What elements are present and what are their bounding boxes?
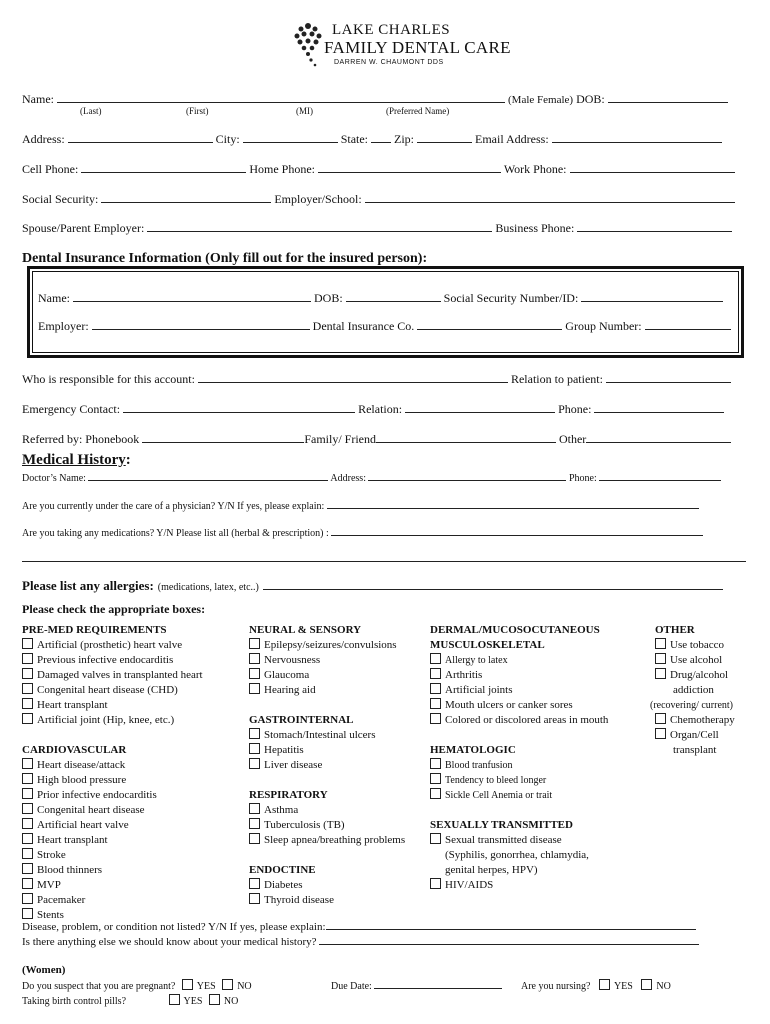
- ssn-row: [22, 191, 735, 207]
- home-label: Home Phone:: [249, 162, 316, 176]
- other-label: Other: [558, 432, 587, 446]
- checkbox[interactable]: [655, 668, 666, 679]
- checkbox-item[interactable]: [430, 698, 608, 713]
- checkbox-item[interactable]: [430, 788, 608, 803]
- checkbox-label: Organ/Cell: [670, 729, 719, 741]
- checkbox-item[interactable]: [22, 818, 203, 833]
- doctor-address-field[interactable]: [368, 471, 566, 481]
- derm-title: DERMAL/MUCOSOCUTANEOUS: [430, 624, 600, 636]
- checkbox-label: High blood pressure: [37, 774, 127, 786]
- checkbox-item[interactable]: [22, 713, 203, 728]
- phone-row: [22, 161, 735, 177]
- insurance-box: [27, 266, 744, 358]
- referred-label: Referred by: Phonebook: [22, 432, 140, 446]
- checkbox-item[interactable]: [249, 638, 405, 653]
- nursing-yes-label: YES: [613, 981, 633, 992]
- name-field[interactable]: [57, 91, 505, 103]
- ins-group-field[interactable]: [645, 318, 731, 330]
- checkbox-label: Colored or discolored areas in mouth: [445, 714, 609, 726]
- checkbox-item[interactable]: [430, 668, 608, 683]
- checkbox[interactable]: [655, 653, 666, 664]
- checkbox-item[interactable]: [655, 653, 735, 668]
- checkbox-label: Stroke: [37, 849, 66, 861]
- responsible-label: Who is responsible for this account:: [22, 372, 195, 386]
- checkbox[interactable]: [249, 638, 260, 649]
- pregnant-row: [22, 979, 252, 992]
- due-date-label: Due Date:: [331, 981, 372, 992]
- address-field[interactable]: [68, 131, 213, 143]
- employer-label: Employer/School:: [274, 192, 362, 206]
- checkbox-item[interactable]: [22, 638, 203, 653]
- doctor-phone-label: Phone:: [568, 473, 597, 484]
- sub-last: (Last): [80, 106, 102, 116]
- emergency-phone-label: Phone:: [558, 402, 592, 416]
- checkbox-item[interactable]: [249, 758, 405, 773]
- checkbox-label: Artificial (prosthetic) heart valve: [37, 639, 183, 651]
- email-field[interactable]: [552, 131, 722, 143]
- checkbox-label: Damaged valves in transplanted heart: [37, 669, 203, 681]
- checkbox-item[interactable]: [430, 833, 608, 848]
- checkbox[interactable]: [249, 743, 260, 754]
- checkbox[interactable]: [22, 833, 33, 844]
- nursing-row: [521, 979, 671, 992]
- checkbox-item[interactable]: [655, 638, 735, 653]
- checkbox-label: Artificial joint (Hip, knee, etc.): [37, 714, 175, 726]
- ins-employer-label: Employer:: [38, 319, 89, 333]
- other-field[interactable]: [586, 431, 731, 443]
- organ-detail: transplant: [673, 744, 717, 756]
- checkbox[interactable]: [430, 698, 441, 709]
- checkbox-item[interactable]: [22, 803, 203, 818]
- checkbox-label: Heart disease/attack: [37, 759, 126, 771]
- nursing-no-label: NO: [656, 981, 671, 992]
- insurance-row-2: [38, 318, 731, 334]
- hema-title: HEMATOLOGIC: [430, 744, 516, 756]
- birth-control-question: Taking birth control pills?: [22, 996, 127, 1007]
- checkbox-item[interactable]: [22, 758, 203, 773]
- checkbox-item[interactable]: [249, 818, 405, 833]
- checkbox-label: Stomach/Intestinal ulcers: [264, 729, 376, 741]
- checkbox-item[interactable]: [249, 668, 405, 683]
- insurance-heading: Dental Insurance Information (Only fill out for the insured person):: [22, 251, 428, 266]
- checkbox[interactable]: [22, 668, 33, 679]
- business-field[interactable]: [577, 220, 732, 232]
- medical-heading-text: Medical History: [22, 452, 126, 468]
- checkbox[interactable]: [22, 653, 33, 664]
- doctor-row: [22, 471, 721, 484]
- state-label: State:: [340, 132, 369, 146]
- medical-heading-colon: :: [125, 452, 131, 468]
- checkbox-item[interactable]: [22, 833, 203, 848]
- emergency-field[interactable]: [123, 401, 355, 413]
- name-label: Name:: [22, 92, 54, 106]
- checkbox-label: Sexual transmitted disease: [445, 834, 562, 846]
- responsible-row: [22, 371, 731, 387]
- checkbox-item[interactable]: [430, 713, 608, 728]
- not-listed-field[interactable]: [326, 920, 696, 930]
- checkbox-item[interactable]: [22, 878, 203, 893]
- relation-field[interactable]: [606, 371, 731, 383]
- checkbox-label: Artificial heart valve: [37, 819, 129, 831]
- allergies-label: Please list any allergies:: [22, 578, 154, 593]
- spouse-field[interactable]: [147, 220, 492, 232]
- allergies-field[interactable]: [263, 578, 723, 590]
- checkbox-label: Use tobacco: [670, 639, 725, 651]
- nursing-no-checkbox[interactable]: [641, 979, 652, 990]
- medications-question: Are you taking any medications? Y/N Please list all (herbal & prescription) :: [22, 528, 329, 539]
- checkbox[interactable]: [249, 683, 260, 694]
- checkbox-label: Arthritis: [445, 669, 483, 681]
- checkbox-label: Epilepsy/seizures/convulsions: [264, 639, 397, 651]
- city-field[interactable]: [243, 131, 338, 143]
- sexual-title: SEXUALLY TRANSMITTED: [430, 819, 573, 831]
- checkbox-label: Blood tranfusion: [445, 760, 513, 771]
- pregnant-no-checkbox[interactable]: [222, 979, 233, 990]
- checkbox[interactable]: [655, 713, 666, 724]
- emergency-label: Emergency Contact:: [22, 402, 121, 416]
- checkbox-item[interactable]: [22, 788, 203, 803]
- medications-line-2[interactable]: [22, 561, 746, 562]
- checkbox-item[interactable]: [22, 863, 203, 878]
- checkbox-label: Tendency to bleed longer: [445, 775, 547, 786]
- checkbox[interactable]: [430, 788, 441, 799]
- checkbox-label: HIV/AIDS: [445, 879, 494, 891]
- musculo-title: MUSCULOSKELETAL: [430, 639, 545, 651]
- checkbox-label: Glaucoma: [264, 669, 310, 681]
- checkbox-label: Thyroid disease: [264, 894, 334, 906]
- checkbox-item[interactable]: [22, 683, 203, 698]
- checkbox[interactable]: [22, 773, 33, 784]
- checkbox-label: Congenital heart disease: [37, 804, 145, 816]
- checkbox[interactable]: [655, 728, 666, 739]
- ins-name-field[interactable]: [73, 290, 311, 302]
- ins-ssn-field[interactable]: [581, 290, 723, 302]
- work-label: Work Phone:: [503, 162, 567, 176]
- emergency-row: [22, 401, 724, 417]
- checkbox-item[interactable]: [249, 878, 405, 893]
- neural-column: [249, 623, 405, 908]
- work-field[interactable]: [570, 161, 735, 173]
- tooth-logo-icon: [288, 20, 328, 70]
- checkbox[interactable]: [22, 908, 33, 919]
- endo-title: ENDOCTINE: [249, 864, 316, 876]
- checkbox[interactable]: [430, 878, 441, 889]
- ins-dob-field[interactable]: [346, 290, 441, 302]
- address-label: Address:: [22, 132, 65, 146]
- checkbox[interactable]: [249, 878, 260, 889]
- allergies-hint: (medications, latex, etc..): [157, 582, 259, 593]
- checkbox[interactable]: [22, 788, 33, 799]
- drug-detail: addiction: [673, 684, 714, 696]
- birth-control-yes-label: YES: [183, 996, 203, 1007]
- checkbox-item[interactable]: [655, 728, 735, 743]
- due-date-row: [331, 979, 502, 992]
- family-label: Family/ Friend: [304, 432, 376, 446]
- sexual-detail-2: genital herpes, HPV): [445, 864, 538, 876]
- gastro-title: GASTROINTERNAL: [249, 714, 354, 726]
- checkbox-item[interactable]: [430, 878, 608, 893]
- checkbox[interactable]: [22, 878, 33, 889]
- checkbox-item[interactable]: [249, 653, 405, 668]
- emergency-phone-field[interactable]: [594, 401, 724, 413]
- ins-company-label: Dental Insurance Co.: [312, 319, 415, 333]
- not-listed-row: [22, 920, 696, 933]
- nursing-yes-checkbox[interactable]: [599, 979, 610, 990]
- checkbox-label: Pacemaker: [37, 894, 86, 906]
- checkbox-label: Diabetes: [264, 879, 303, 891]
- checkbox-label: Previous infective endocarditis: [37, 654, 174, 666]
- home-field[interactable]: [318, 161, 501, 173]
- sub-first: (First): [186, 106, 209, 116]
- medications-field[interactable]: [331, 526, 703, 536]
- ins-employer-field[interactable]: [92, 318, 310, 330]
- pregnant-yes-label: YES: [196, 981, 216, 992]
- phonebook-field[interactable]: [142, 431, 304, 443]
- checkbox[interactable]: [22, 758, 33, 769]
- checkbox[interactable]: [249, 818, 260, 829]
- medications-row: [22, 526, 703, 539]
- zip-label: Zip:: [394, 132, 415, 146]
- ins-company-field[interactable]: [417, 318, 562, 330]
- practice-name-line2: FAMILY DENTAL CARE: [324, 38, 511, 57]
- sex-options[interactable]: (Male Female): [508, 94, 574, 106]
- relation2-field[interactable]: [405, 401, 555, 413]
- checkbox-item[interactable]: [430, 683, 608, 698]
- doctor-field[interactable]: [88, 471, 328, 481]
- checkbox-label: Heart transplant: [37, 834, 108, 846]
- referred-row: [22, 431, 731, 447]
- responsible-field[interactable]: [198, 371, 508, 383]
- checkbox-label: Chemotherapy: [670, 714, 735, 726]
- checkbox-item[interactable]: [249, 743, 405, 758]
- women-heading: (Women): [22, 964, 66, 976]
- checkbox[interactable]: [249, 893, 260, 904]
- premed-title: PRE-MED REQUIREMENTS: [22, 624, 167, 636]
- checkbox[interactable]: [249, 728, 260, 739]
- state-field[interactable]: [371, 131, 391, 143]
- checkbox[interactable]: [249, 803, 260, 814]
- checkbox[interactable]: [22, 698, 33, 709]
- city-label: City:: [215, 132, 240, 146]
- checkbox[interactable]: [430, 758, 441, 769]
- ins-name-label: Name:: [38, 291, 70, 305]
- ssn-label: Social Security:: [22, 192, 99, 206]
- checkbox-label: Drug/alcohol: [670, 669, 729, 681]
- checkbox-item[interactable]: [22, 653, 203, 668]
- checkbox[interactable]: [430, 668, 441, 679]
- birth-control-no-label: NO: [223, 996, 239, 1007]
- checkbox-label: MVP: [37, 879, 61, 891]
- checkbox-item[interactable]: [430, 758, 608, 773]
- checkbox-item[interactable]: [249, 833, 405, 848]
- checkbox-item[interactable]: [22, 698, 203, 713]
- checkbox-label: Sleep apnea/breathing problems: [264, 834, 406, 846]
- ssn-field[interactable]: [101, 191, 271, 203]
- cell-field[interactable]: [81, 161, 246, 173]
- other-title: OTHER: [655, 624, 695, 636]
- checkbox[interactable]: [430, 773, 441, 784]
- business-label: Business Phone:: [495, 221, 575, 235]
- checkbox-label: Asthma: [264, 804, 299, 816]
- checkbox[interactable]: [249, 833, 260, 844]
- cardio-title: CARDIOVASCULAR: [22, 744, 127, 756]
- spouse-label: Spouse/Parent Employer:: [22, 221, 145, 235]
- relation2-label: Relation:: [358, 402, 403, 416]
- check-heading: Please check the appropriate boxes:: [22, 602, 206, 616]
- checkbox-label: Heart transplant: [37, 699, 108, 711]
- pregnant-yes-checkbox[interactable]: [182, 979, 193, 990]
- checkbox[interactable]: [22, 863, 33, 874]
- checkbox-label: Stents: [37, 909, 64, 921]
- practice-name-line1: LAKE CHARLES: [332, 22, 451, 38]
- birth-control-no-checkbox[interactable]: [209, 994, 220, 1005]
- ins-dob-label: DOB:: [314, 291, 343, 305]
- checkbox-label: Artificial joints: [445, 684, 513, 696]
- anything-else-row: [22, 935, 699, 948]
- sexual-detail-1: (Syphilis, gonorrhea, chlamydia,: [445, 849, 589, 861]
- checkbox[interactable]: [430, 653, 441, 664]
- checkbox-label: Nervousness: [264, 654, 321, 666]
- checkbox-item[interactable]: [430, 773, 608, 788]
- birth-control-yes-checkbox[interactable]: [169, 994, 180, 1005]
- cell-label: Cell Phone:: [22, 162, 79, 176]
- practice-logo: [288, 18, 511, 78]
- insurance-row-1: [38, 290, 723, 306]
- checkbox-label: Sickle Cell Anemia or trait: [445, 790, 553, 801]
- recovering-detail: (recovering/ current): [650, 700, 734, 711]
- premed-column: [22, 623, 203, 923]
- checkbox[interactable]: [22, 848, 33, 859]
- checkbox-label: Liver disease: [264, 759, 323, 771]
- family-field[interactable]: [376, 431, 556, 443]
- dob-field[interactable]: [608, 91, 728, 103]
- checkbox-item[interactable]: [655, 713, 735, 728]
- ins-ssn-label: Social Security Number/ID:: [443, 291, 579, 305]
- checkbox-label: Tuberculosis (TB): [264, 819, 345, 831]
- checkbox-item[interactable]: [249, 893, 405, 908]
- derm-column: [430, 623, 608, 893]
- checkbox[interactable]: [249, 653, 260, 664]
- checkbox[interactable]: [249, 758, 260, 769]
- checkbox[interactable]: [22, 803, 33, 814]
- spouse-row: [22, 220, 732, 236]
- checkbox[interactable]: [22, 713, 33, 724]
- checkbox[interactable]: [22, 683, 33, 694]
- medical-heading: [22, 452, 131, 469]
- dob-label: DOB:: [576, 92, 605, 106]
- pregnant-no-label: NO: [237, 981, 252, 992]
- address-row: [22, 131, 722, 147]
- zip-field[interactable]: [417, 131, 472, 143]
- checkbox-label: Congenital heart disease (CHD): [37, 684, 178, 696]
- checkbox-label: Mouth ulcers or canker sores: [445, 699, 573, 711]
- allergies-row: [22, 577, 723, 595]
- checkbox[interactable]: [249, 668, 260, 679]
- ins-group-label: Group Number:: [565, 319, 642, 333]
- due-date-field[interactable]: [374, 979, 502, 989]
- physician-field[interactable]: [327, 499, 699, 509]
- checkbox-label: Allergy to latex: [445, 655, 508, 666]
- checkbox[interactable]: [430, 833, 441, 844]
- birth-control-row: [22, 994, 238, 1007]
- checkbox-item[interactable]: [22, 773, 203, 788]
- neural-title: NEURAL & SENSORY: [249, 624, 362, 636]
- resp-title: RESPIRATORY: [249, 789, 328, 801]
- checkbox[interactable]: [22, 638, 33, 649]
- patient-name-row: [22, 91, 728, 107]
- checkbox-item[interactable]: [22, 848, 203, 863]
- checkbox-label: Hepatitis: [264, 744, 304, 756]
- checkbox-item[interactable]: [655, 668, 735, 683]
- email-label: Email Address:: [475, 132, 549, 146]
- checkbox-label: Use alcohol: [670, 654, 723, 666]
- sub-mi: (MI): [296, 106, 313, 116]
- other-column: [650, 623, 735, 758]
- checkbox-item[interactable]: [430, 653, 608, 668]
- not-listed-question: Disease, problem, or condition not listed? Y/N If yes, please explain:: [22, 921, 326, 933]
- checkbox-label: Hearing aid: [264, 684, 316, 696]
- nursing-question: Are you nursing?: [521, 981, 591, 992]
- checkbox[interactable]: [22, 893, 33, 904]
- checkbox-item[interactable]: [22, 668, 203, 683]
- checkbox[interactable]: [655, 638, 666, 649]
- doctor-phone-field[interactable]: [599, 471, 721, 481]
- anything-else-field[interactable]: [319, 935, 699, 945]
- relation-label: Relation to patient:: [510, 372, 603, 386]
- physician-row: [22, 499, 699, 512]
- checkbox-item[interactable]: [249, 803, 405, 818]
- checkbox-label: Prior infective endocarditis: [37, 789, 157, 801]
- physician-question: Are you currently under the care of a physician? Y/N If yes, please explain:: [22, 501, 325, 512]
- anything-else-question: Is there anything else we should know about your medical history?: [22, 936, 317, 948]
- doctor-address-label: Address:: [330, 473, 366, 484]
- checkbox[interactable]: [430, 713, 441, 724]
- pregnant-question: Do you suspect that you are pregnant?: [22, 981, 176, 992]
- checkbox-item[interactable]: [22, 893, 203, 908]
- checkbox[interactable]: [430, 683, 441, 694]
- employer-field[interactable]: [365, 191, 735, 203]
- checkbox-item[interactable]: [249, 683, 405, 698]
- checkbox-label: Blood thinners: [37, 864, 103, 876]
- practice-doctor: DARREN W. CHAUMONT DDS: [334, 59, 444, 66]
- sub-preferred: (Preferred Name): [386, 106, 450, 116]
- doctor-label: Doctor’s Name:: [22, 473, 86, 484]
- checkbox-item[interactable]: [249, 728, 405, 743]
- checkbox[interactable]: [22, 818, 33, 829]
